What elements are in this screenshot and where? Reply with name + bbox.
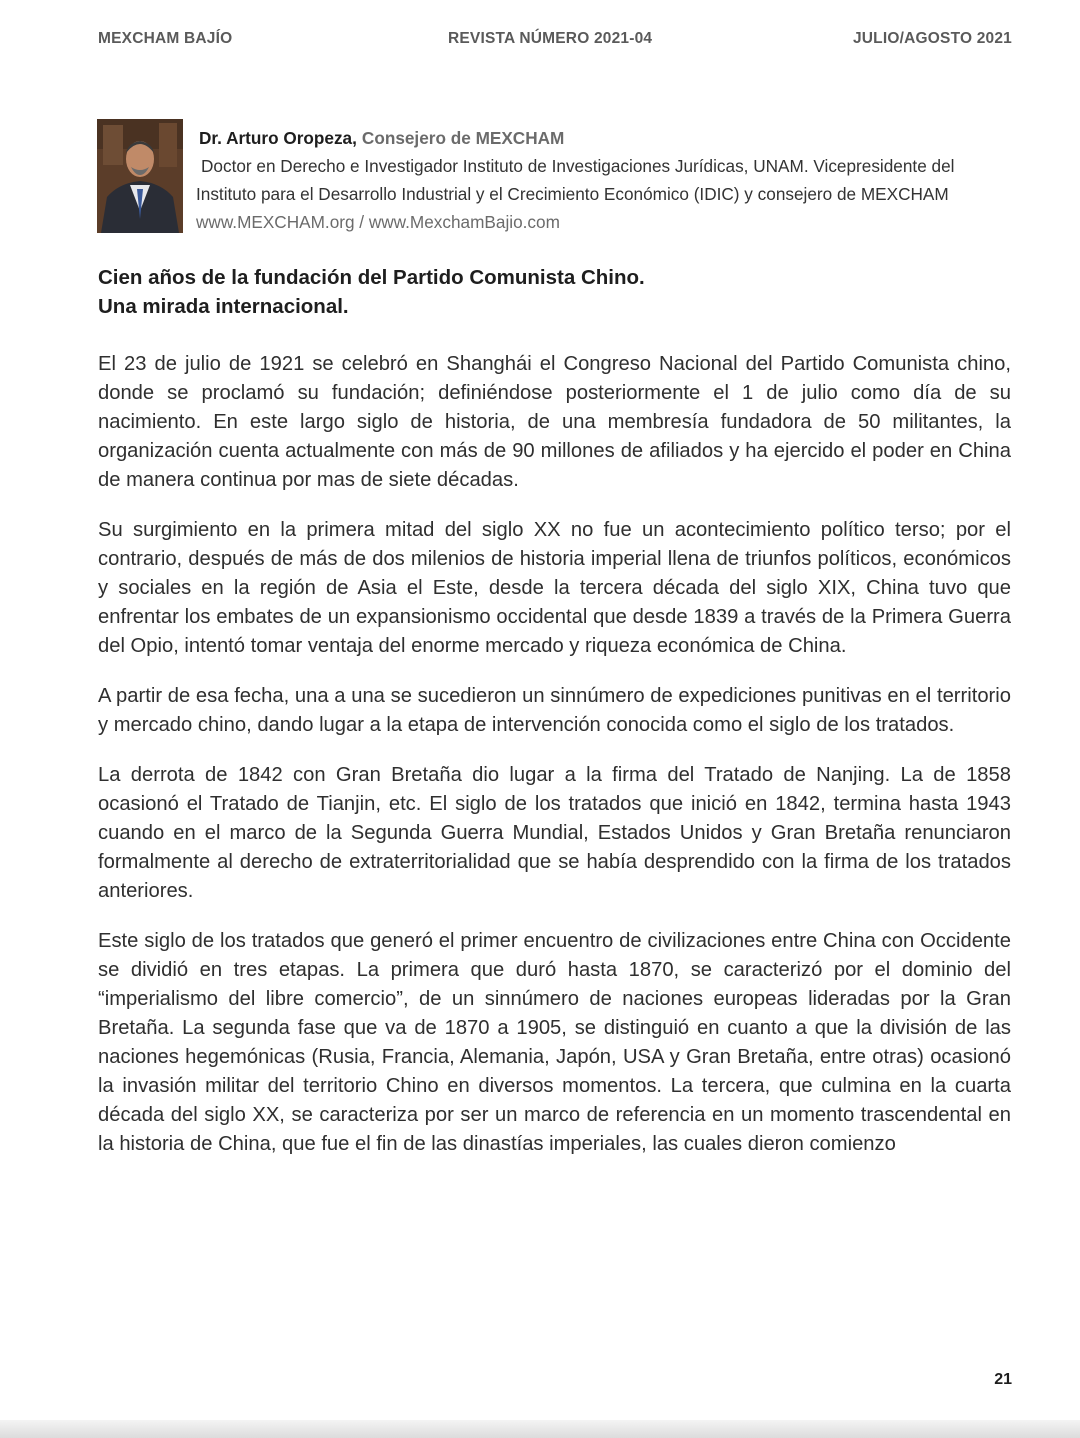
author-name: Dr. Arturo Oropeza, <box>199 128 357 148</box>
header-issue: REVISTA NÚMERO 2021-04 <box>448 30 653 47</box>
page-header <box>98 30 1012 54</box>
author-description-line-2: Instituto para el Desarrollo Industrial y el Crecimiento Económico (IDIC) y consejero de MEXCHAM <box>196 184 949 204</box>
article-title-line-2: Una mirada internacional. <box>98 295 349 318</box>
article-paragraph-5: Este siglo de los tratados que generó el primer encuentro de civilizaciones entre China con Occidente se dividió en tres etapas. La primera que duró hasta 1870, se caracterizó por el dominio del “imperialismo del libre comercio”, de un sinnúmero de naciones europeas lideradas por la Gran Bretaña. La segunda fase que va de 1870 a 1905, se distinguió en cuanto a que la división de las naciones hegemónicas (Rusia, Francia, Alemania, Japón, USA y Gran Bretaña, entre otras) ocasionó la invasión militar del territorio Chino en diversos momentos. La tercera, que culmina en la cuarta década del siglo XX, se caracteriza por ser un marco de referencia en un momento trascendental en la historia de China, que fue el fin de las dinastías imperiales, las cuales dieron comienzo <box>98 930 1011 1155</box>
author-description-line-1: Doctor en Derecho e Investigador Instituto de Investigaciones Jurídicas, UNAM. Vicepresidente del <box>201 156 955 176</box>
article-paragraph-1: El 23 de julio de 1921 se celebró en Shanghái el Congreso Nacional del Partido Comunista chino, donde se proclamó su fundación; definiéndose posteriormente el 1 de julio como día de su nacimiento. En este largo siglo de historia, de una membresía fundadora de 50 militantes, la organización cuenta actualmente con más de 90 millones de afiliados y ha ejercido el poder en China de manera continua por mas de siete décadas. <box>98 353 1011 491</box>
article-title-line-1: Cien años de la fundación del Partido Comunista Chino. <box>98 266 645 289</box>
header-date: JULIO/AGOSTO 2021 <box>852 30 1012 47</box>
article-title <box>98 263 1012 321</box>
author-role: Consejero de MEXCHAM <box>361 128 565 148</box>
bottom-edge-shadow <box>0 1420 1080 1438</box>
article-paragraph-3: A partir de esa fecha, una a una se sucedieron un sinnúmero de expediciones punitivas en el territorio y mercado chino, dando lugar a la etapa de intervención conocida como el siglo de los tratados. <box>98 685 1011 736</box>
author-portrait-image <box>97 119 183 233</box>
page-number: 21 <box>994 1371 1012 1388</box>
header-publication: MEXCHAM BAJÍO <box>98 30 233 47</box>
article-paragraph-2: Su surgimiento en la primera mitad del siglo XX no fue un acontecimiento político terso; por el contrario, después de más de dos milenios de historia imperial llena de triunfos políticos, económicos y sociales en la región de Asia el Este, desde la tercera década del siglo XIX, China tuvo que enfrentar los embates de un expansionismo occidental que desde 1839 a través de la Primera Guerra del Opio, intentó tomar ventaja del enorme mercado y riqueza económica de China. <box>98 519 1011 657</box>
author-name-line <box>196 124 1026 152</box>
author-info <box>196 124 1026 236</box>
author-website: www.MEXCHAM.org / www.MexchamBajio.com <box>196 212 560 232</box>
article-paragraph-4: La derrota de 1842 con Gran Bretaña dio lugar a la firma del Tratado de Nanjing. La de 1858 ocasionó el Tratado de Tianjin, etc. El siglo de los tratados que inició en 1842, termina hasta 1943 cuando en el marco de la Segunda Guerra Mundial, Estados Unidos y Gran Bretaña renunciaron formalmente al derecho de extraterritorialidad que se había desprendido con la firma de los tratados anteriores. <box>98 764 1011 902</box>
author-photo <box>97 119 183 233</box>
article-body <box>98 350 1011 1180</box>
